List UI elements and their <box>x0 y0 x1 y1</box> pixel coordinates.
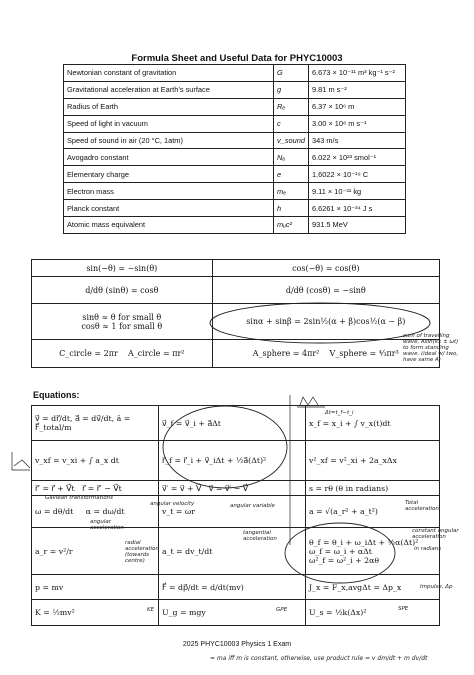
hand-spe: SPE <box>398 606 409 612</box>
eq-cell: U_s = ½k(Δx)² <box>306 600 440 626</box>
constant-value: 6.6261 × 10⁻³⁴ J s <box>309 200 406 217</box>
sphere-area: A_sphere = 4πr² <box>252 349 320 358</box>
constant-name: Speed of light in vacuum <box>64 115 274 132</box>
hand-bottom-note: = ma iff m is constant, otherwise, use product rule = v dm/dt + m dv/dt <box>210 655 428 662</box>
eq-cell: U_g = mgy <box>159 600 306 626</box>
eq-cell: v_t = ωr <box>159 496 306 528</box>
eq-cell: x_f = x_i + ∫ v_x(t)dt <box>306 406 440 441</box>
constant-symbol: G <box>274 65 309 82</box>
hand-tangential: tangential acceleration <box>243 530 277 542</box>
hand-radial: radial acceleration (towards centre) <box>125 540 159 564</box>
ink-circle-sum-identity <box>210 303 430 343</box>
constant-symbol: v_sound <box>274 132 309 149</box>
constant-name: Electron mass <box>64 183 274 200</box>
constant-name: Avogadro constant <box>64 149 274 166</box>
hand-radians: in radians <box>414 546 442 552</box>
trig-cell: cos(−θ) = cos(θ) <box>212 260 439 277</box>
eq-cell: K = ½mv² <box>32 600 159 626</box>
hand-angular-acceleration: angular acceleration <box>90 519 124 531</box>
constant-name: Atomic mass equivalent <box>64 217 274 234</box>
ink-circle-kinematics <box>163 406 287 488</box>
constant-value: 343 m/s <box>309 132 406 149</box>
ink-circle-rotational <box>285 523 395 583</box>
eq-omega: ω = dθ/dt <box>35 507 74 516</box>
constant-symbol: c <box>274 115 309 132</box>
eq-cell: v⃗_f = v⃗_i + a⃗Δt <box>159 406 306 441</box>
constant-name: Gravitational acceleration at Earth’s surface <box>64 81 274 98</box>
equations-heading: Equations: <box>33 390 80 400</box>
eq-cell: F⃗ = dp⃗/dt = d/dt(mv) <box>159 575 306 600</box>
small-angle-cos: cosθ ≈ 1 for small θ <box>81 321 163 331</box>
trig-cell: sinα + sinβ = 2sin½(α + β)cos½(α − β) <box>212 304 439 340</box>
constant-value: 1.6022 × 10⁻¹⁹ C <box>309 166 406 183</box>
eq-cell: a_r = v²/r <box>32 528 159 575</box>
ink-small-graph <box>12 452 30 470</box>
hand-total-acc: Total acceleration <box>405 500 439 512</box>
eq-cell: r⃗_f = r⃗_i + v⃗_iΔt + ½a⃗(Δt)² <box>159 441 306 481</box>
page-footer: 2025 PHYC10003 Physics 1 Exam <box>182 641 292 648</box>
page-title: Formula Sheet and Useful Data for PHYC10003 <box>131 53 343 64</box>
hand-impulse: Impulse, Δp <box>420 584 453 590</box>
ink-sketch-top <box>297 397 325 407</box>
constant-name: Speed of sound in air (20 °C, 1atm) <box>64 132 274 149</box>
hand-galilean: Galilean transformations <box>45 495 114 501</box>
hand-gpe: GPE <box>276 607 288 613</box>
eq-omega-squared: ω²_f = ω²_i + 2αθ <box>309 555 380 565</box>
constant-symbol: mₑ <box>274 183 309 200</box>
eq-cell: v⃗ = dr⃗/dt, a⃗ = dv⃗/dt, â = F⃗_total/m <box>32 406 159 441</box>
sphere-volume: V_sphere = ⁴⁄₃πr³ <box>329 349 399 358</box>
trig-cell: d/dθ (sinθ) = cosθ <box>32 277 213 304</box>
constant-name: Planck constant <box>64 200 274 217</box>
constant-symbol: e <box>274 166 309 183</box>
eq-cell: a = √(a_r² + a_t²) <box>306 496 440 528</box>
constant-symbol: Nₐ <box>274 149 309 166</box>
hand-dt-note: Δt=t_f−t_i <box>325 410 354 416</box>
constant-symbol: mᵤc² <box>274 217 309 234</box>
constant-symbol: Rₑ <box>274 98 309 115</box>
hand-angular-variable: angular variable <box>230 503 275 509</box>
circle-area: A_circle = πr² <box>127 349 185 358</box>
eq-cell: a_t = dv_t/dt <box>159 528 306 575</box>
eq-cell: p = mv <box>32 575 159 600</box>
constant-name: Elementary charge <box>64 166 274 183</box>
hand-wave-note: sum of travelling wave, Asin(kx ± ωt) to form standing wave. (ideal w/ two, have same A) <box>403 333 459 363</box>
eq-cell: v²_xf = v²_xi + 2a_xΔx <box>306 441 440 481</box>
eq-galilean-r-prime: r⃗′ = r⃗ + V⃗t <box>35 483 75 493</box>
small-angle-sin: sinθ ≈ θ for small θ <box>82 312 162 322</box>
circle-circumference: C_circle = 2πr <box>59 349 118 358</box>
constant-value: 9.11 × 10⁻³¹ kg <box>309 183 406 200</box>
constant-value: 6.37 × 10⁶ m <box>309 98 406 115</box>
eq-omega-final: ω_f = ω_i + αΔt <box>309 546 372 556</box>
constant-name: Radius of Earth <box>64 98 274 115</box>
constant-symbol: g <box>274 81 309 98</box>
trig-cell: sin(−θ) = −sin(θ) <box>32 260 213 277</box>
hand-constant-angular: constant angular acceleration <box>412 528 459 540</box>
eq-cell: J_x = F_x,avgΔt = Δp_x <box>306 575 440 600</box>
constant-value: 3.00 × 10⁸ m s⁻¹ <box>309 115 406 132</box>
eq-theta-final: θ_f = θ_i + ω_iΔt + ½α(Δt)² <box>309 537 419 547</box>
eq-galilean-v-prime: v⃗′ = v⃗ + V⃗ <box>162 483 202 493</box>
constant-value: 9.81 m s⁻² <box>309 81 406 98</box>
constant-value: 6.673 × 10⁻¹¹ m³ kg⁻¹ s⁻² <box>309 65 406 82</box>
hand-angular-velocity: angular velocity <box>150 501 195 507</box>
eq-galilean-r: r⃗ = r⃗′ − V⃗t <box>82 483 122 493</box>
eq-alpha: α = dω/dt <box>85 507 125 516</box>
eq-cell: s = rθ (θ in radians) <box>306 481 440 496</box>
constant-value: 931.5 MeV <box>309 217 406 234</box>
eq-galilean-v: v⃗ = v⃗′ − V⃗ <box>208 483 249 493</box>
trig-cell: d/dθ (cosθ) = −sinθ <box>212 277 439 304</box>
constant-symbol: h <box>274 200 309 217</box>
eq-cell: v_xf = v_xi + ∫ a_x dt <box>32 441 159 481</box>
constant-name: Newtonian constant of gravitation <box>64 65 274 82</box>
constant-value: 6.022 × 10²³ smol⁻¹ <box>309 149 406 166</box>
hand-ke: KE <box>147 607 155 613</box>
